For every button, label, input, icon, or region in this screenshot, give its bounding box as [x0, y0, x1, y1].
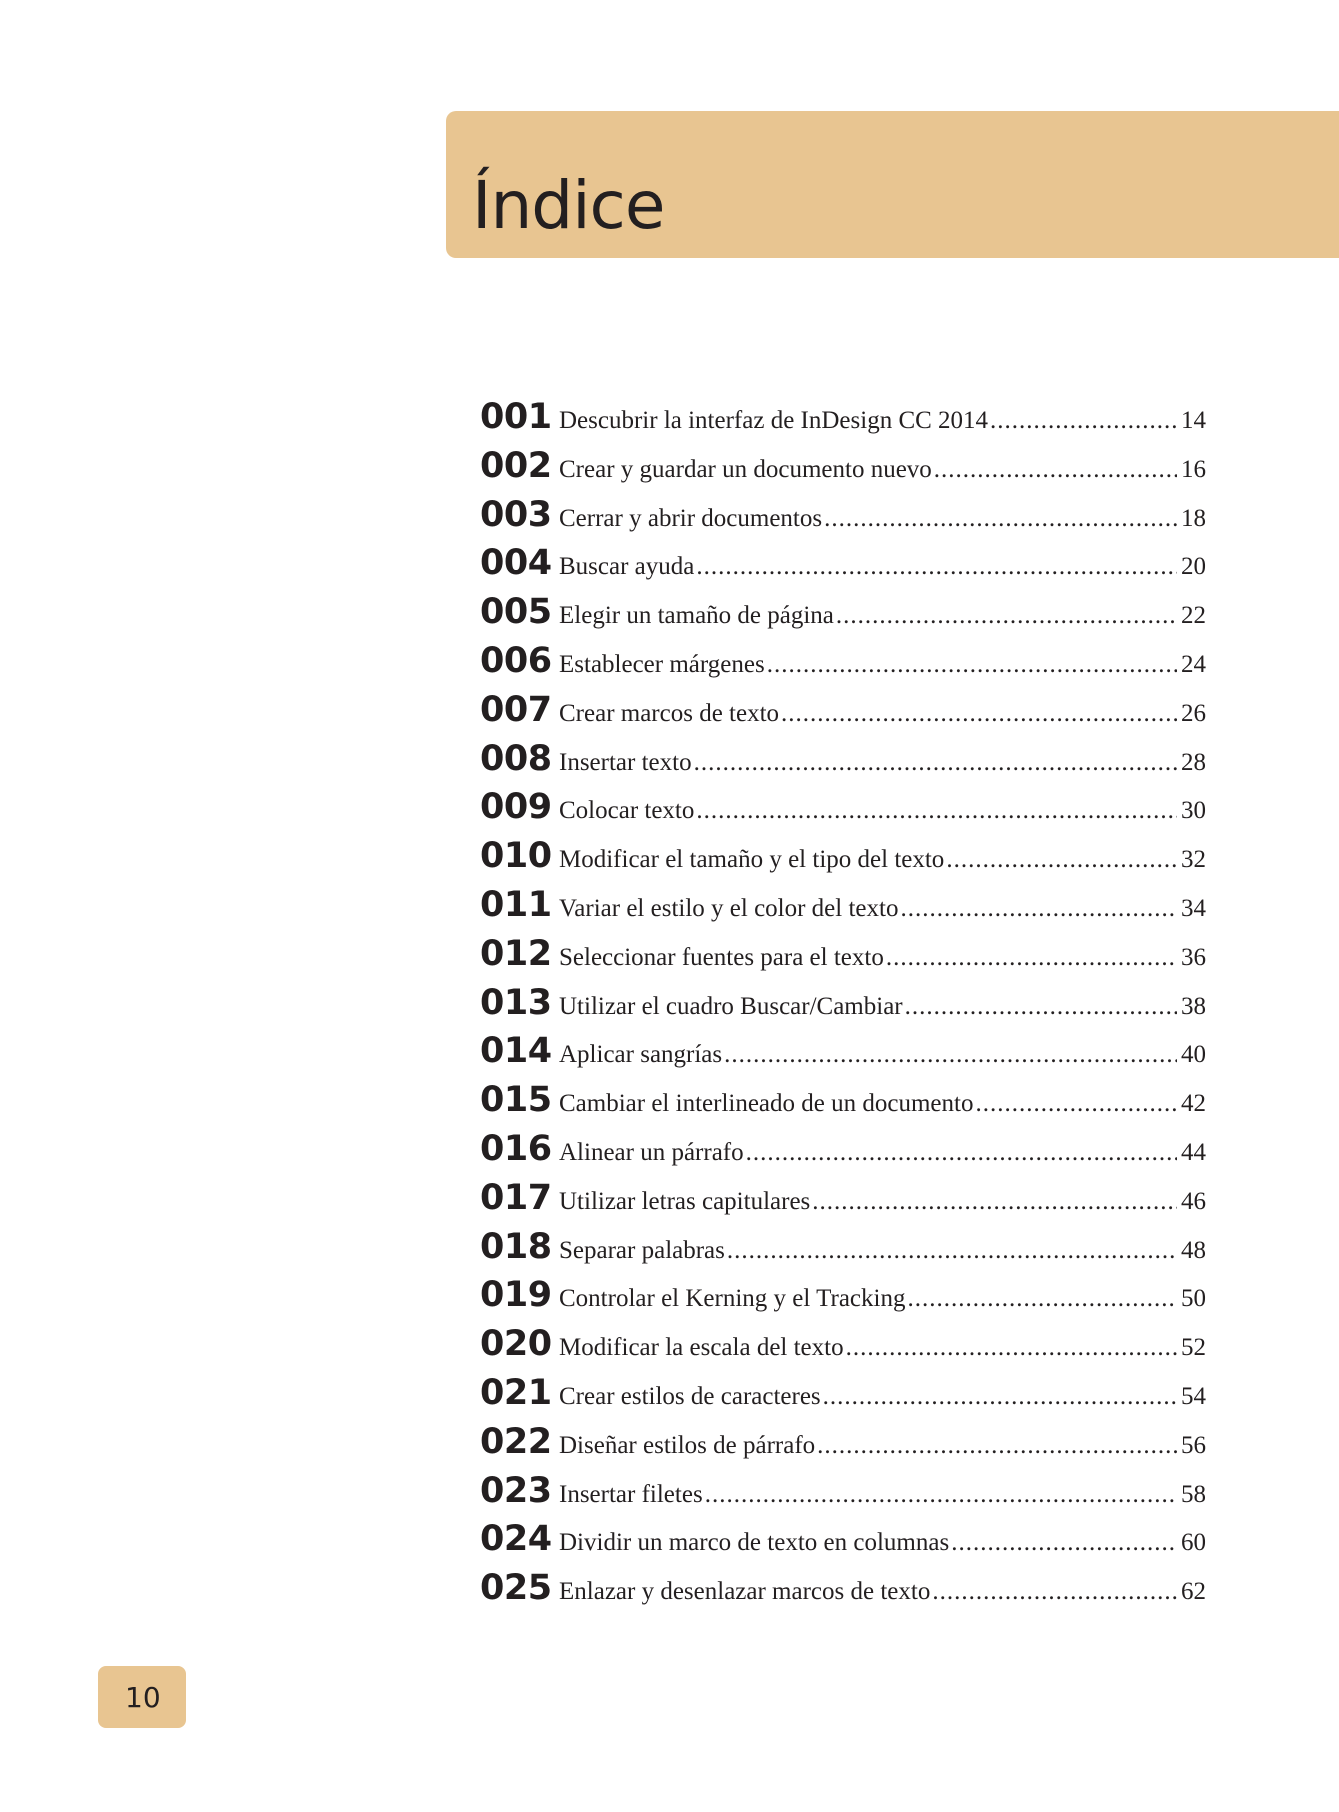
toc-entry[interactable]	[480, 1471, 1206, 1520]
toc-entry-page: 46	[1181, 1187, 1206, 1215]
title-band	[446, 111, 1339, 258]
toc-entry[interactable]	[480, 1178, 1206, 1227]
toc-entry[interactable]	[480, 1422, 1206, 1471]
toc-entry-number: 025	[480, 1568, 552, 1609]
toc-entry-number: 002	[480, 445, 552, 486]
toc-entry[interactable]	[480, 1080, 1206, 1129]
toc-entry-number: 018	[480, 1226, 552, 1267]
toc-entry-title: Elegir un tamaño de página	[559, 602, 834, 630]
toc-entry-title: Variar el estilo y el color del texto	[559, 894, 899, 922]
toc-entry-page: 62	[1181, 1578, 1206, 1606]
toc-entry-page: 40	[1181, 1041, 1206, 1069]
dot-leader	[724, 1041, 1177, 1069]
toc-entry-page: 34	[1181, 894, 1206, 922]
toc-entry[interactable]	[480, 690, 1206, 739]
toc-entry-title: Crear y guardar un documento nuevo	[559, 455, 932, 483]
toc-entry-number: 012	[480, 933, 552, 974]
toc-entry-title: Modificar la escala del texto	[559, 1334, 844, 1362]
dot-leader	[812, 1188, 1177, 1216]
dot-leader	[696, 553, 1177, 581]
toc-entry-number: 011	[480, 884, 552, 925]
table-of-contents	[480, 397, 1206, 1617]
toc-entry[interactable]	[480, 1227, 1206, 1276]
toc-entry[interactable]	[480, 495, 1206, 544]
toc-entry-page: 60	[1181, 1529, 1206, 1557]
toc-entry[interactable]	[480, 1373, 1206, 1422]
toc-entry-title: Aplicar sangrías	[559, 1041, 723, 1069]
toc-entry-page: 26	[1181, 699, 1206, 727]
toc-entry-title: Enlazar y desenlazar marcos de texto	[559, 1578, 931, 1606]
toc-entry-number: 022	[480, 1421, 552, 1462]
toc-entry-number: 021	[480, 1372, 552, 1413]
dot-leader	[951, 1529, 1177, 1557]
toc-entry[interactable]	[480, 1031, 1206, 1080]
toc-entry-number: 006	[480, 640, 552, 681]
toc-entry-page: 30	[1181, 797, 1206, 825]
toc-entry-number: 014	[480, 1031, 552, 1072]
toc-entry-number: 015	[480, 1080, 552, 1121]
toc-entry-page: 38	[1181, 992, 1206, 1020]
toc-entry-page: 36	[1181, 943, 1206, 971]
toc-entry-title: Controlar el Kerning y el Tracking	[559, 1285, 906, 1313]
toc-entry-title: Cerrar y abrir documentos	[559, 504, 823, 532]
toc-entry-title: Establecer márgenes	[559, 650, 765, 678]
toc-entry-page: 28	[1181, 748, 1206, 776]
dot-leader	[900, 895, 1177, 923]
toc-entry-page: 48	[1181, 1236, 1206, 1264]
toc-entry-page: 44	[1181, 1138, 1206, 1166]
toc-entry-number: 003	[480, 494, 552, 535]
dot-leader	[886, 944, 1177, 972]
toc-entry-title: Buscar ayuda	[559, 553, 695, 581]
toc-entry[interactable]	[480, 1519, 1206, 1568]
toc-entry-title: Crear estilos de caracteres	[559, 1382, 821, 1410]
dot-leader	[905, 993, 1177, 1021]
dot-leader	[836, 602, 1177, 630]
toc-entry-number: 023	[480, 1470, 552, 1511]
toc-entry-number: 017	[480, 1177, 552, 1218]
toc-entry[interactable]	[480, 739, 1206, 788]
toc-entry-title: Crear marcos de texto	[559, 699, 780, 727]
toc-entry-title: Colocar texto	[559, 797, 695, 825]
toc-entry-title: Insertar filetes	[559, 1480, 703, 1508]
toc-entry-number: 004	[480, 543, 552, 584]
toc-entry-page: 58	[1181, 1480, 1206, 1508]
page-title: Índice	[472, 167, 665, 244]
toc-entry-page: 20	[1181, 553, 1206, 581]
toc-entry[interactable]	[480, 836, 1206, 885]
toc-entry-page: 18	[1181, 504, 1206, 532]
dot-leader	[975, 1090, 1177, 1118]
toc-entry[interactable]	[480, 1275, 1206, 1324]
toc-entry-page: 50	[1181, 1285, 1206, 1313]
toc-entry[interactable]	[480, 885, 1206, 934]
toc-entry-title: Seleccionar fuentes para el texto	[559, 943, 884, 971]
dot-leader	[823, 1383, 1177, 1411]
page-number: 10	[125, 1681, 161, 1714]
dot-leader	[990, 407, 1177, 435]
toc-entry-number: 010	[480, 836, 552, 877]
toc-entry-title: Utilizar el cuadro Buscar/Cambiar	[559, 992, 903, 1020]
toc-entry-page: 14	[1181, 407, 1206, 434]
toc-entry-number: 019	[480, 1275, 552, 1316]
toc-entry-page: 56	[1181, 1431, 1206, 1459]
toc-entry[interactable]	[480, 1568, 1206, 1617]
dot-leader	[824, 505, 1177, 533]
toc-entry-number: 024	[480, 1519, 552, 1560]
page-number-badge	[98, 1666, 186, 1728]
dot-leader	[696, 797, 1177, 825]
toc-entry-title: Descubrir la interfaz de InDesign CC 2014	[559, 407, 989, 434]
toc-entry-number: 009	[480, 787, 552, 828]
toc-entry[interactable]	[480, 397, 1206, 446]
toc-entry-title: Utilizar letras capitulares	[559, 1187, 811, 1215]
toc-entry-page: 22	[1181, 602, 1206, 630]
dot-leader	[781, 700, 1177, 728]
dot-leader	[694, 749, 1177, 777]
toc-entry-page: 16	[1181, 455, 1206, 483]
toc-entry-number: 005	[480, 592, 552, 633]
dot-leader	[705, 1481, 1177, 1509]
dot-leader	[767, 651, 1177, 679]
toc-entry-title: Cambiar el interlineado de un documento	[559, 1090, 974, 1118]
toc-entry[interactable]	[480, 446, 1206, 495]
toc-entry-page: 42	[1181, 1090, 1206, 1118]
toc-entry-title: Alinear un párrafo	[559, 1138, 744, 1166]
toc-entry[interactable]	[480, 592, 1206, 641]
toc-entry-number: 001	[480, 397, 552, 437]
toc-entry-number: 020	[480, 1324, 552, 1365]
toc-entry-title: Diseñar estilos de párrafo	[559, 1431, 816, 1459]
toc-entry[interactable]	[480, 787, 1206, 836]
toc-entry[interactable]	[480, 543, 1206, 592]
dot-leader	[817, 1432, 1177, 1460]
toc-entry-title: Modificar el tamaño y el tipo del texto	[559, 846, 945, 874]
toc-entry-page: 32	[1181, 846, 1206, 874]
toc-entry-page: 54	[1181, 1382, 1206, 1410]
toc-entry[interactable]	[480, 1129, 1206, 1178]
toc-entry-number: 013	[480, 982, 552, 1023]
toc-entry-title: Separar palabras	[559, 1236, 725, 1264]
toc-entry-title: Insertar texto	[559, 748, 692, 776]
toc-entry[interactable]	[480, 934, 1206, 983]
dot-leader	[727, 1237, 1177, 1265]
dot-leader	[932, 1578, 1177, 1606]
toc-entry-title: Dividir un marco de texto en columnas	[559, 1529, 950, 1557]
toc-entry-page: 24	[1181, 650, 1206, 678]
dot-leader	[934, 456, 1177, 484]
toc-entry-page: 52	[1181, 1334, 1206, 1362]
toc-entry[interactable]	[480, 641, 1206, 690]
dot-leader	[946, 846, 1177, 874]
toc-entry-number: 008	[480, 738, 552, 779]
toc-entry[interactable]	[480, 1324, 1206, 1373]
dot-leader	[746, 1139, 1177, 1167]
dot-leader	[907, 1285, 1177, 1313]
dot-leader	[846, 1334, 1177, 1362]
toc-entry-number: 007	[480, 689, 552, 730]
toc-entry[interactable]	[480, 983, 1206, 1032]
toc-entry-number: 016	[480, 1128, 552, 1169]
